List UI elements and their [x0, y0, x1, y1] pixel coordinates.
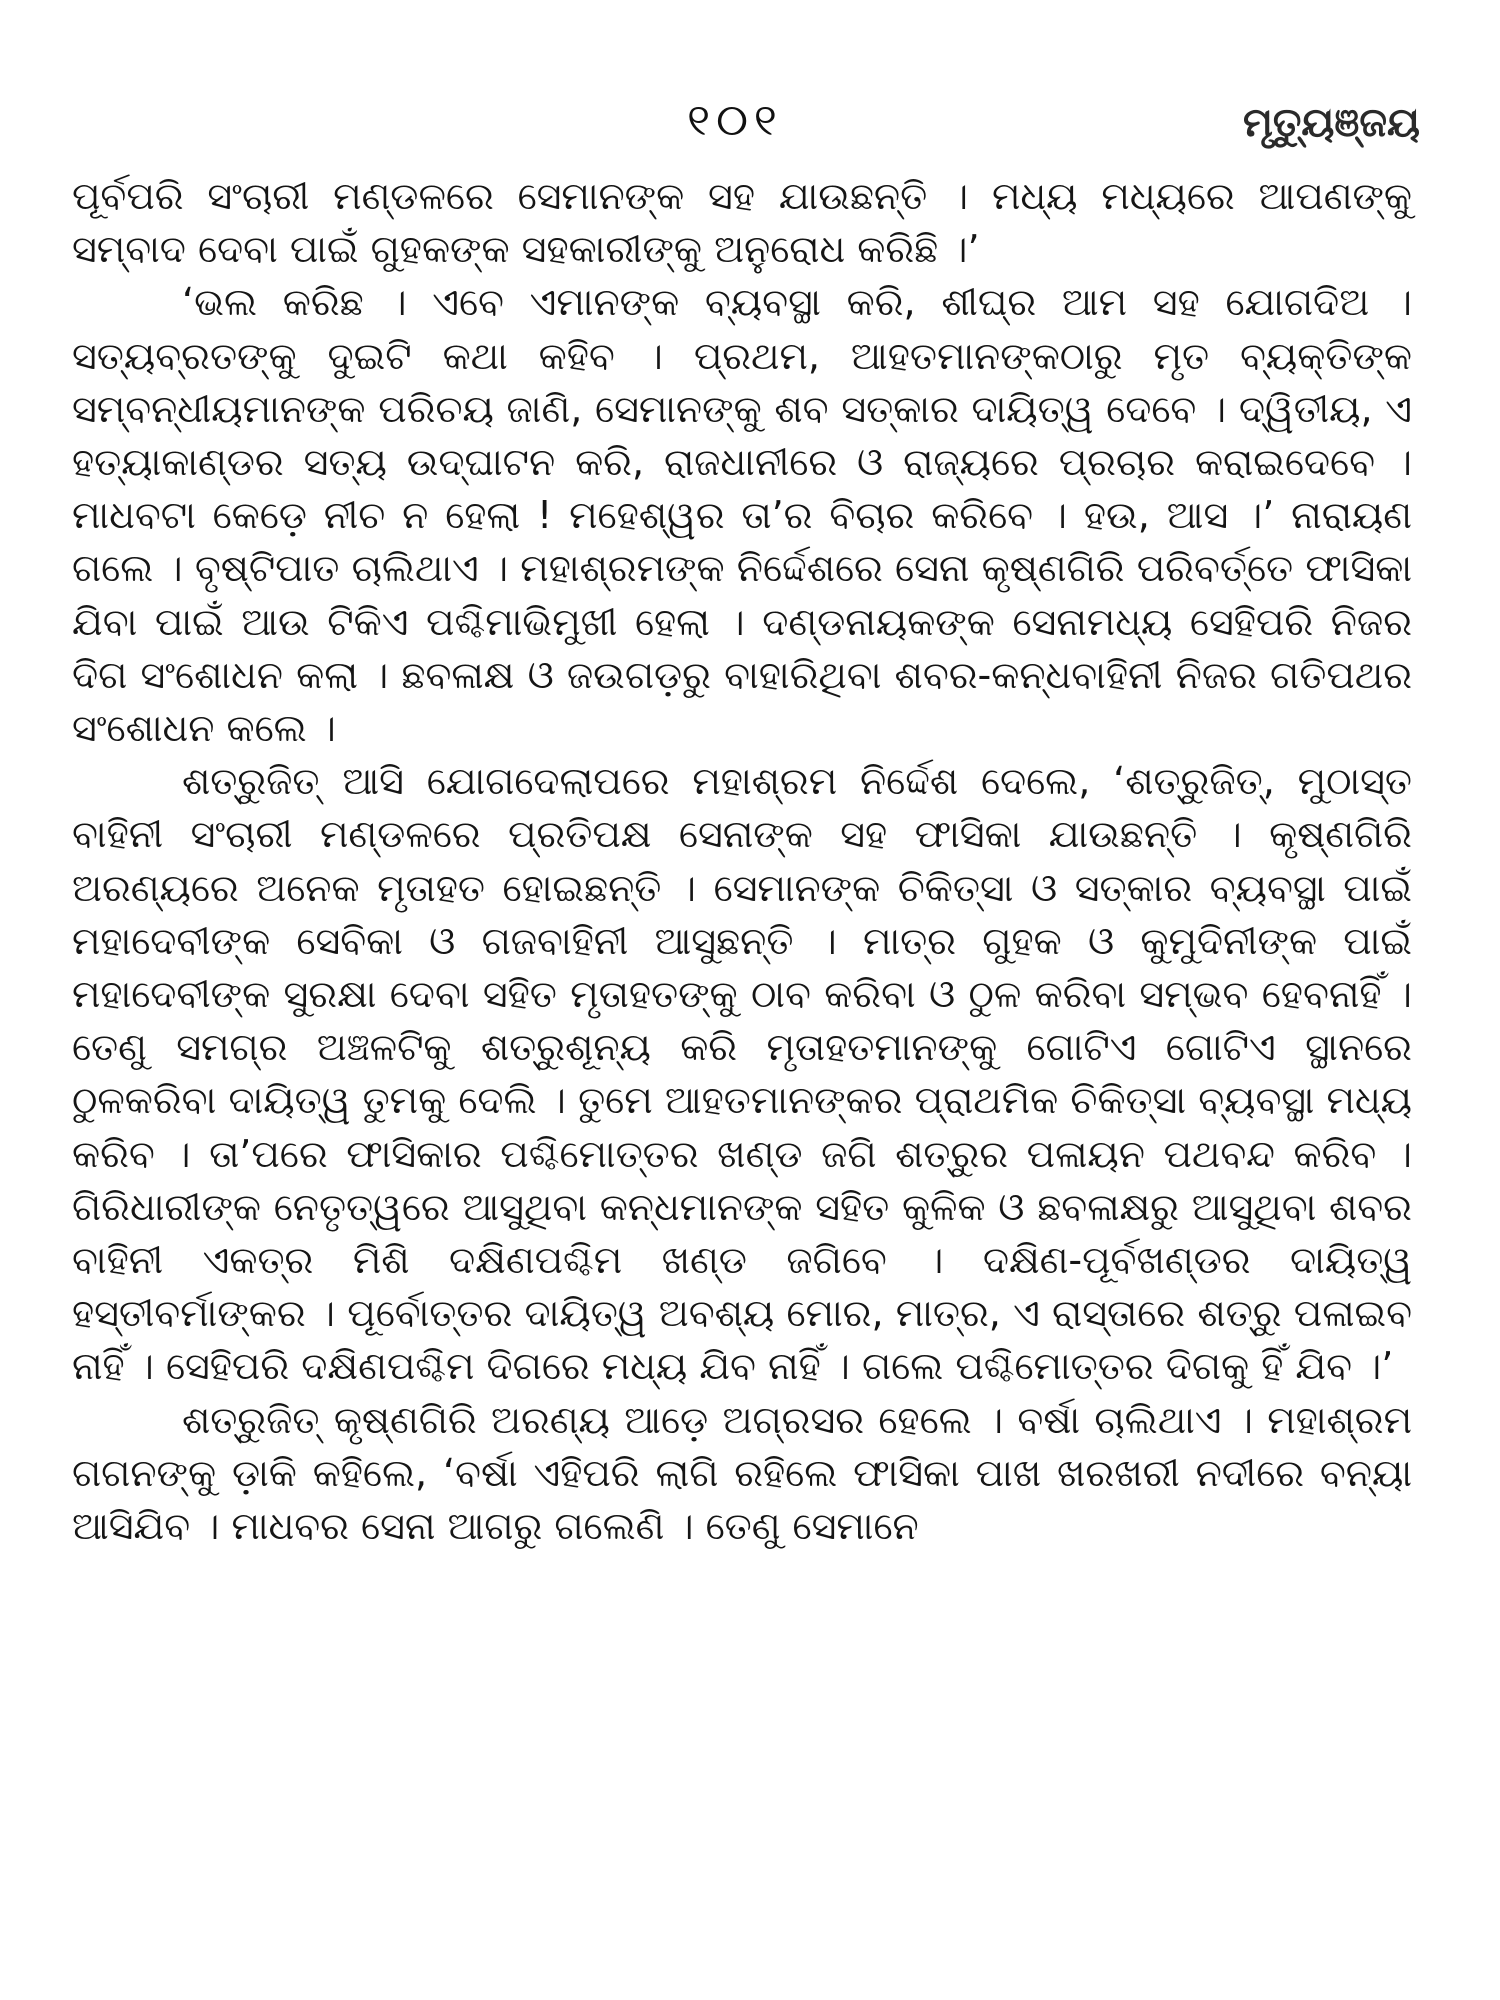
body-text — [72, 170, 1412, 1553]
paragraph-1: ପୂର୍ବପରି ସଂଚାରୀ ମଣ୍ଡଳରେ ସେମାନଙ୍କ ସହ ଯାଉଛନ୍ତି । ମଧ୍ୟ ମଧ୍ୟରେ ଆପଣଙ୍କୁ ସମ୍ବାଦ ଦେବା ପାଇଁ ଗୁହକଙ୍କ ସହକାରୀଙ୍କୁ ଅନୁରୋଧ କରିଛି ।’ — [72, 174, 1412, 272]
paragraph-2: ‘ଭଲ କରିଛ । ଏବେ ଏମାନଙ୍କ ବ୍ୟବସ୍ଥା କରି, ଶୀଘ୍ର ଆମ ସହ ଯୋଗଦିଅ । ସତ୍ୟବ୍ରତଙ୍କୁ ଦୁଇଟି କଥା କହିବ । ପ୍ରଥମ, ଆହତମାନଙ୍କଠାରୁ ମୃତ ବ୍ୟକ୍ତିଙ୍କ ସମ୍ବନ୍ଧୀୟମାନଙ୍କ ପରିଚୟ ଜାଣି, ସେମାନଙ୍କୁ ଶବ ସତ୍କାର ଦାୟିତ୍ୱ ଦେବେ । ଦ୍ୱିତୀୟ, ଏ ହତ୍ୟାକାଣ୍ଡର ସତ୍ୟ ଉଦ୍‌ଘାଟନ କରି, ରାଜଧାନୀରେ ଓ ରାଜ୍ୟରେ ପ୍ରଚାର କରାଇଦେବେ । ମାଧବଟା କେଡ଼େ ନୀଚ ନ ହେଲା ! ମହେଶ୍ୱର ତା’ର ବିଚାର କରିବେ । ହଉ, ଆସ ।’ ନାରାୟଣ ଗଲେ । ବୃଷ୍ଟିପାତ ଚାଲିଥାଏ । ମହାଶ୍ରମଙ୍କ ନିର୍ଦ୍ଦେଶରେ ସେନା କୃଷ୍ଣଗିରି ପରିବର୍ତ୍ତେ ଫାସିକା ଯିବା ପାଇଁ ଆଉ ଟିକିଏ ପଶ୍ଚିମାଭିମୁଖୀ ହେଲା । ଦଣ୍ଡନାୟକଙ୍କ ସେନାମଧ୍ୟ ସେହିପରି ନିଜର ଦିଗ ସଂଶୋଧନ କଲା । ଛବଳାକ୍ଷ ଓ ଜଉଗଡ଼ରୁ ବାହାରିଥିବା ଶବର-କନ୍ଧବାହିନୀ ନିଜର ଗତିପଥର ସଂଶୋଧନ କଲେ । — [72, 280, 1412, 751]
paragraph-3: ଶତ୍ରୁଜିତ୍ ଆସି ଯୋଗଦେଲାପରେ ମହାଶ୍ରମ ନିର୍ଦ୍ଦେଶ ଦେଲେ, ‘ଶତ୍ରୁଜିତ୍, ମୁଠାସ୍ତ ବାହିନୀ ସଂଚାରୀ ମଣ୍ଡଳରେ ପ୍ରତିପକ୍ଷ ସେନାଙ୍କ ସହ ଫାସିକା ଯାଉଛନ୍ତି । କୃଷ୍ଣଗିରି ଅରଣ୍ୟରେ ଅନେକ ମୃତାହତ ହୋଇଛନ୍ତି । ସେମାନଙ୍କ ଚିକିତ୍ସା ଓ ସତ୍କାର ବ୍ୟବସ୍ଥା ପାଇଁ ମହାଦେବୀଙ୍କ ସେବିକା ଓ ଗଜବାହିନୀ ଆସୁଛନ୍ତି । ମାତ୍ର ଗୁହକ ଓ କୁମୁଦିନୀଙ୍କ ପାଇଁ ମହାଦେବୀଙ୍କ ସୁରକ୍ଷା ଦେବା ସହିତ ମୃତାହତଙ୍କୁ ଠାବ କରିବା ଓ ଠୁଳ କରିବା ସମ୍ଭବ ହେବନାହିଁ । ତେଣୁ ସମଗ୍ର ଅଞ୍ଚଳଟିକୁ ଶତ୍ରୁଶୂନ୍ୟ କରି ମୃତାହତମାନଙ୍କୁ ଗୋଟିଏ ଗୋଟିଏ ସ୍ଥାନରେ ଠୁଳକରିବା ଦାୟିତ୍ୱ ତୁମକୁ ଦେଲି । ତୁମେ ଆହତମାନଙ୍କର ପ୍ରାଥମିକ ଚିକିତ୍ସା ବ୍ୟବସ୍ଥା ମଧ୍ୟ କରିବ । ତା’ପରେ ଫାସିକାର ପଶ୍ଚିମୋତ୍ତର ଖଣ୍ଡ ଜଗି ଶତ୍ରୁର ପଳାୟନ ପଥବନ୍ଦ କରିବ । ଗିରିଧାରୀଙ୍କ ନେତୃତ୍ୱରେ ଆସୁଥିବା କନ୍ଧମାନଙ୍କ ସହିତ କୁଳିକ ଓ ଛବଳାକ୍ଷରୁ ଆସୁଥିବା ଶବର ବାହିନୀ ଏକତ୍ର ମିଶି ଦକ୍ଷିଣପଶ୍ଚିମ ଖଣ୍ଡ ଜଗିବେ । ଦକ୍ଷିଣ-ପୂର୍ବଖଣ୍ଡର ଦାୟିତ୍ୱ ହସ୍ତୀବର୍ମାଙ୍କର । ପୂର୍ବୋତ୍ତର ଦାୟିତ୍ୱ ଅବଶ୍ୟ ମୋର, ମାତ୍ର, ଏ ରାସ୍ତାରେ ଶତ୍ରୁ ପଳାଇବ ନାହିଁ । ସେହିପରି ଦକ୍ଷିଣପଶ୍ଚିମ ଦିଗରେ ମଧ୍ୟ ଯିବ ନାହିଁ । ଗଲେ ପଶ୍ଚିମୋତ୍ତର ଦିଗକୁ ହିଁ ଯିବ ।’ — [72, 759, 1412, 1389]
paragraph-4: ଶତ୍ରୁଜିତ୍ କୃଷ୍ଣଗିରି ଅରଣ୍ୟ ଆଡ଼େ ଅଗ୍ରସର ହେଲେ । ବର୍ଷା ଚାଲିଥାଏ । ମହାଶ୍ରମ ଗଗନଙ୍କୁ ଡ଼ାକି କହିଲେ, ‘ବର୍ଷା ଏହିପରି ଲାଗି ରହିଲେ ଫାସିକା ପାଖ ଖରଖରୀ ନଦୀରେ ବନ୍ୟା ଆସିଯିବ । ମାଧବର ସେନା ଆଗରୁ ଗଲେଣି । ତେଣୁ ସେମାନେ — [72, 1397, 1412, 1549]
page-number: ୧୦୧ — [687, 95, 783, 146]
running-head-title: ମୃତ୍ୟୁଞ୍ଜୟ — [1242, 100, 1420, 146]
